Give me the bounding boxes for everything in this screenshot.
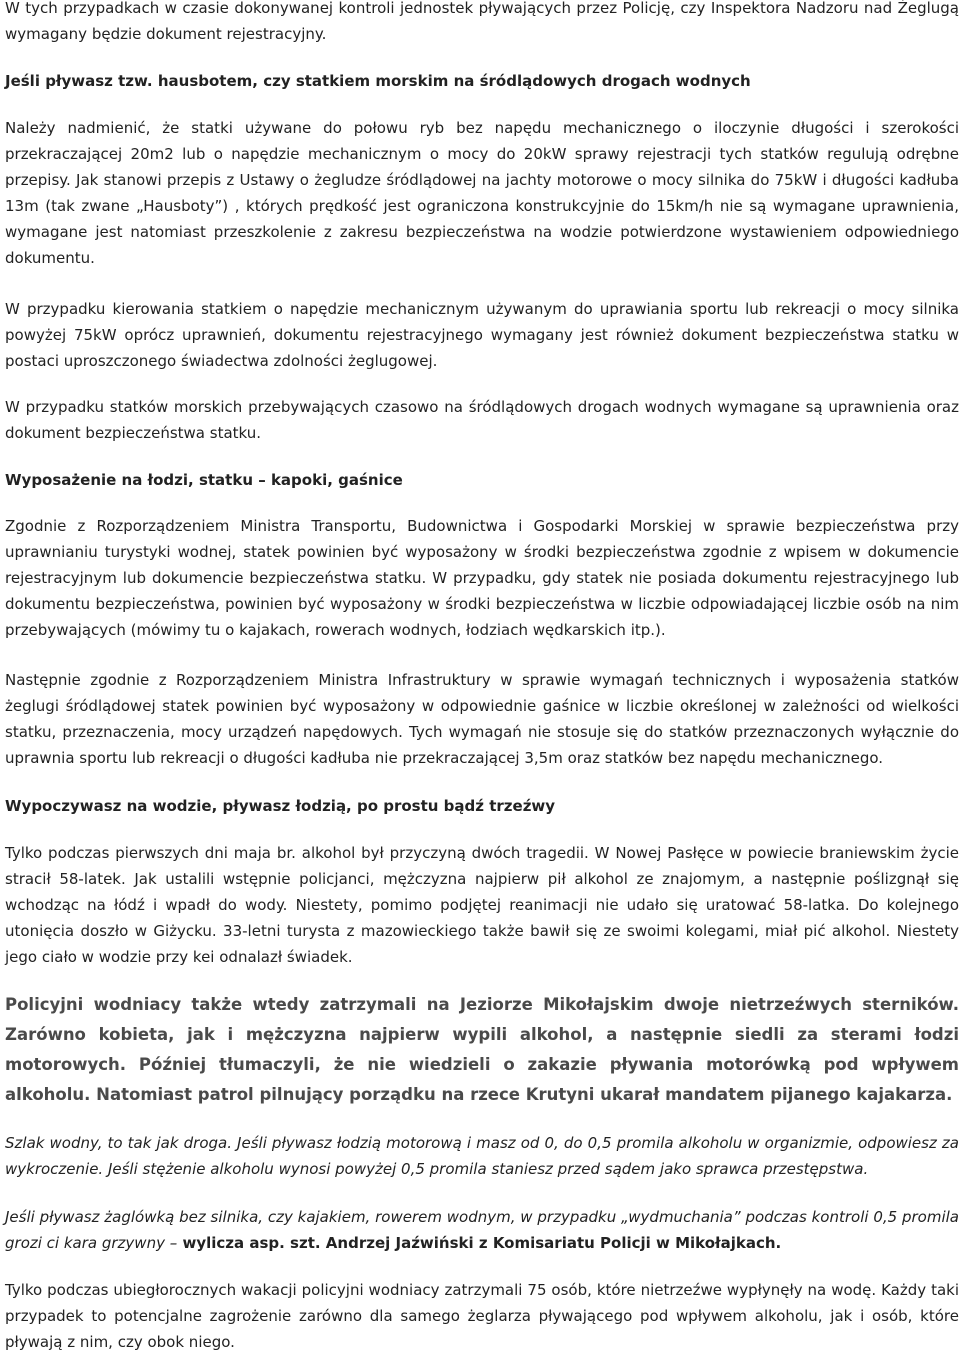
sober-italic-paragraph: Szlak wodny, to tak jak droga. Jeśli pływasz łodzią motorową i masz od 0, do 0,5 promila alkoholu w organizmie, odpowiesz za wykroczenie. Jeśli stężenie alkoholu wynosi powyżej 0,5 promila staniesz przed sądem jako sprawca przestępstwa. [5,1134,959,1178]
houseboat-paragraph-1: Należy nadmienić, że statki używane do połowu ryb bez napędu mechanicznego o iloczynie długości i szerokości przekraczającej 20m2 lub o napędzie mechanicznym o mocy do 20kW sprawy rejestracji tych statków regulują odrębne przepisy. Jak stanowi przepis z Ustawy o żegludze śródlądowej na jachty motorowe o mocy silnika do 75kW i długości kadłuba 13m (tak zwane „Hausboty”) , których prędkość jest ograniczona konstrukcyjnie do 15km/h nie są wymagane uprawnienia, wymagane jest natomiast przeszkolenie z zakresu bezpieczeństwa na wodzie potwierdzone wystawieniem odpowiedniego dokumentu. [5,119,959,267]
sober-highlight-paragraph: Policyjni wodniacy także wtedy zatrzymali na Jeziorze Mikołajskim dwoje nietrzeźwych sterników. Zarówno kobieta, jak i mężczyzna najpierw wypili alkohol, a następnie siedli za sterami łodzi motorowych. Później tłumaczyli, że nie wiedzieli o zakazie pływania motorówką pod wpływem alkoholu. Natomiast patrol pilnujący porządku na rzece Krutyni ukarał mandatem pijanego kajakarza. [5,995,959,1104]
equipment-paragraph-2: Następnie zgodnie z Rozporządzeniem Ministra Infrastruktury w sprawie wymagań technicznych i wyposażenia statków żeglugi śródlądowej statek powinien być wyposażony w odpowiednie gaśnice w liczbie określonej w zależności od wielkości statku, przeznaczenia, mocy urządzeń napędowych. Tych wymagań nie stosuje się do statków przeznaczonych wyłącznie do uprawnia sportu lub rekreacji o długości kadłuba nie przekraczającej 3,5m oraz statków bez napędu mechanicznego. [5,671,959,767]
sober-paragraph-1: Tylko podczas pierwszych dni maja br. alkohol był przyczyną dwóch tragedii. W Nowej Pasłęce w powiecie braniewskim życie stracił 58-latek. Jak ustalili wstępnie policjanci, mężczyzna najpierw pił alkohol ze znajomym, a następnie poślizgnął się wchodząc na łódź i wpadł do wody. Niestety, pomimo podjętej reanimacji nie udało się uratować 58-latka. Do kolejnego utonięcia doszło w Giżycku. 33-letni turysta z mazowieckiego także bawił się ze swoimi kolegami, miał pić alkohol. Niestety jego ciało w wodzie przy kei odnalazł świadek. [5,844,959,966]
houseboat-paragraph-2: W przypadku kierowania statkiem o napędzie mechanicznym używanym do uprawiania sportu lub rekreacji o mocy silnika powyżej 75kW oprócz uprawnień, dokumentu rejestracyjnego wymagany jest również dokument bezpieczeństwa statku w postaci uproszczonego świadectwa zdolności żeglugowej. [5,300,959,370]
equipment-heading: Wyposażenie na łodzi, statku – kapoki, gaśnice [5,471,403,489]
intro-paragraph: W tych przypadkach w czasie dokonywanej kontroli jednostek pływających przez Policję, czy Inspektora Nadzoru nad Żeglugą wymagany będzie dokument rejestracyjny. [5,0,959,43]
sober-quote-paragraph [5,1204,959,1256]
sober-quote-author: wylicza asp. szt. Andrzej Jaźwiński z Komisariatu Policji w Mikołajkach. [177,1234,782,1252]
sober-quote-text: Jeśli pływasz żaglówką bez silnika, czy kajakiem, rowerem wodnym, w przypadku „wydmuchania” podczas kontroli 0,5 promila grozi ci kara grzywny – [5,1208,959,1252]
sober-heading: Wypoczywasz na wodzie, pływasz łodzią, po prostu bądź trzeźwy [5,797,556,815]
houseboat-heading: Jeśli pływasz tzw. hausbotem, czy statkiem morskim na śródlądowych drogach wodnych [5,72,751,90]
equipment-paragraph-1: Zgodnie z Rozporządzeniem Ministra Transportu, Budownictwa i Gospodarki Morskiej w sprawie bezpieczeństwa przy uprawnianiu turystyki wodnej, statek powinien być wyposażony w środki bezpieczeństwa zgodnie z wpisem w dokumencie rejestracyjnym lub dokumencie bezpieczeństwa statku. W przypadku, gdy statek nie posiada dokumentu rejestracyjnego lub dokumentu bezpieczeństwa, powinien być wyposażony w środki bezpieczeństwa w liczbie odpowiadającej liczbie osób na nim przebywających (mówimy tu o kajakach, rowerach wodnych, łodziach wędkarskich itp.). [5,517,959,639]
houseboat-paragraph-3: W przypadku statków morskich przebywających czasowo na śródlądowych drogach wodnych wymagane są uprawnienia oraz dokument bezpieczeństwa statku. [5,398,959,442]
final-paragraph: Tylko podczas ubiegłorocznych wakacji policyjni wodniacy zatrzymali 75 osób, które nietrzeźwe wypłynęły na wodę. Każdy taki przypadek to potencjalne zagrożenie zarówno dla samego żeglarza pływającego pod wpływem alkoholu, jak i osób, które pływają z nim, czy obok niego. [5,1281,959,1351]
